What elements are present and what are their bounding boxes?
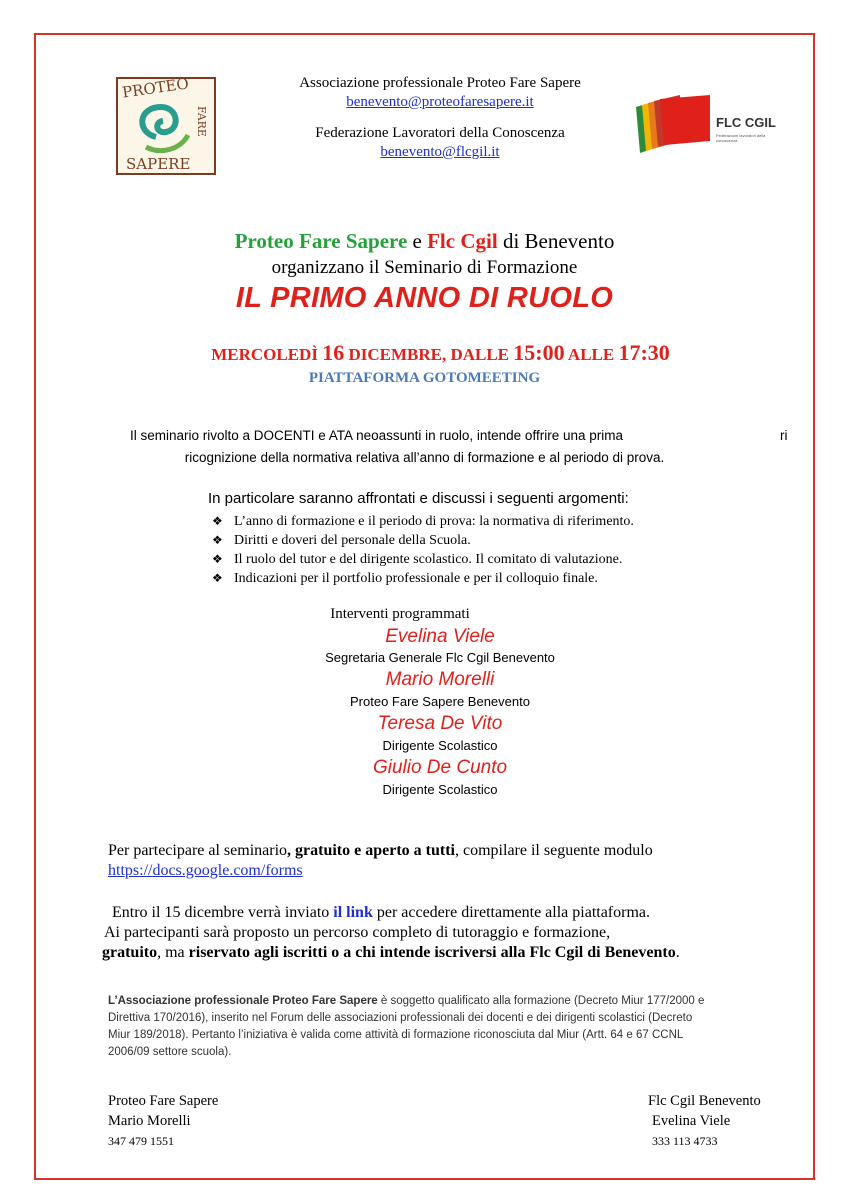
- topic-item: ❖ Indicazioni per il portfolio professionale e per il colloquio finale.: [212, 571, 598, 586]
- topics-heading: In particolare saranno affrontati e discussi i seguenti argomenti:: [208, 490, 629, 507]
- footer-right: [648, 1091, 761, 1151]
- speaker-name: Evelina Viele: [385, 626, 495, 647]
- day-number: 16: [322, 340, 345, 365]
- start-time: 15:00: [513, 340, 565, 365]
- link-word: il link: [333, 904, 373, 921]
- footer-left-name: Mario Morelli: [108, 1113, 191, 1129]
- intro-line-1: Il seminario rivolto a DOCENTI e ATA neoassunti in ruolo, intende offrire una prima: [130, 428, 623, 443]
- speakers-heading: Interventi programmati: [330, 606, 470, 622]
- flc-logo-flags: [636, 95, 716, 157]
- speaker-role: Proteo Fare Sapere Benevento: [350, 694, 530, 709]
- diamond-bullet-icon: ❖: [212, 552, 223, 566]
- footer-right-phone: 333 113 4733: [652, 1134, 718, 1148]
- to-word: ALLE: [564, 345, 619, 364]
- speaker-name: Mario Morelli: [385, 669, 495, 690]
- proteo-logo-text-bottom: SAPERE: [126, 155, 191, 173]
- google-form-link[interactable]: https://docs.google.com/forms: [108, 862, 303, 879]
- flc-cgil-logo: [636, 95, 786, 157]
- footer-right-name: Evelina Viele: [652, 1113, 731, 1129]
- proteo-logo-text-side: FARE: [194, 106, 208, 137]
- assoc-name: Associazione professionale Proteo Fare Sapere: [299, 75, 581, 91]
- participation-line-3: Ai partecipanti sarà proposto un percorso completo di tutoraggio e formazione,: [104, 924, 611, 941]
- intro-line-1-tail: ri: [780, 428, 788, 443]
- event-date: [16, 340, 849, 366]
- diamond-bullet-icon: ❖: [212, 514, 223, 528]
- footer-left-org: Proteo Fare Sapere: [108, 1093, 219, 1109]
- intro-line-2: ricognizione della normativa relativa all’anno di formazione e al periodo di prova.: [184, 450, 665, 465]
- participation-line-2: Entro il 15 dicembre verrà inviato il link per accedere direttamente alla piattaforma.: [112, 904, 651, 921]
- title-place: di Benevento: [497, 229, 615, 253]
- topic-item: ❖ L’anno di formazione e il periodo di prova: la normativa di riferimento.: [212, 514, 634, 529]
- free-open-text: , gratuito e aperto a tutti: [287, 842, 455, 859]
- federation-name: Federazione Lavoratori della Conoscenza: [315, 125, 565, 141]
- title-line-2: organizzano il Seminario di Formazione: [271, 257, 578, 278]
- accreditation-note: L’Associazione professionale Proteo Fare Sapere è soggetto qualificato alla formazione (Decreto Miur 177/2000 e Direttiva 170/2016), inserito nel Forum delle associazioni professionali dei docenti e dei dirigenti scolastici (Decreto Miur 189/2018). Pertanto l’iniziativa è valida come attività di formazione riconosciuta dal Miur (Artt. 64 e 67 CCNL 2006/09 settore scuola).: [108, 995, 705, 1058]
- platform: PIATTAFORMA GOTOMEETING: [308, 370, 541, 386]
- federation-email-link[interactable]: benevento@flcgil.it: [380, 144, 500, 160]
- form-link-row: [108, 862, 303, 880]
- diamond-bullet-icon: ❖: [212, 571, 223, 585]
- topic-item: ❖ Diritti e doveri del personale della Scuola.: [212, 533, 471, 548]
- speaker-role: Segretaria Generale Flc Cgil Benevento: [325, 650, 555, 665]
- org-flc: Flc Cgil: [427, 229, 498, 253]
- end-time: 17:30: [618, 340, 670, 365]
- header-block: [230, 74, 650, 162]
- speaker-role: Dirigente Scolastico: [382, 738, 498, 753]
- flc-logo-subtext: Federazione lavoratori della conoscenza: [716, 133, 766, 143]
- month-part: DICEMBRE, DALLE: [344, 345, 514, 364]
- org-proteo: Proteo Fare Sapere: [234, 229, 408, 253]
- title-line-1: [0, 229, 849, 254]
- footer-right-org: Flc Cgil Benevento: [648, 1093, 761, 1109]
- assoc-email-link[interactable]: benevento@proteofaresapere.it: [346, 94, 534, 110]
- topic-item: ❖ Il ruolo del tutor e del dirigente scolastico. Il comitato di valutazione.: [212, 552, 623, 567]
- proteo-logo: [116, 74, 216, 175]
- speakers-block: [0, 604, 849, 799]
- participation-line-4: gratuito, ma riservato agli iscritti o a chi intende iscriversi alla Flc Cgil di Benevento.: [102, 944, 680, 961]
- flc-logo-text: FLC CGIL: [716, 115, 776, 130]
- speaker-role: Dirigente Scolastico: [382, 782, 498, 797]
- day-prefix: MERCOLEDÌ: [211, 345, 323, 364]
- footer-left: [108, 1091, 218, 1151]
- speaker-name: Giulio De Cunto: [372, 757, 508, 778]
- footer-left-phone: 347 479 1551: [108, 1134, 174, 1148]
- headline: IL PRIMO ANNO DI RUOLO: [235, 282, 614, 314]
- speaker-name: Teresa De Vito: [377, 713, 503, 734]
- topics-list: [212, 512, 792, 588]
- participation-line-1: Per partecipare al seminario, gratuito e aperto a tutti, compilare il seguente modulo: [108, 842, 653, 859]
- title-conj: e: [407, 229, 428, 253]
- diamond-bullet-icon: ❖: [212, 533, 223, 547]
- proteo-logo-text-top: PROTEO: [121, 74, 190, 102]
